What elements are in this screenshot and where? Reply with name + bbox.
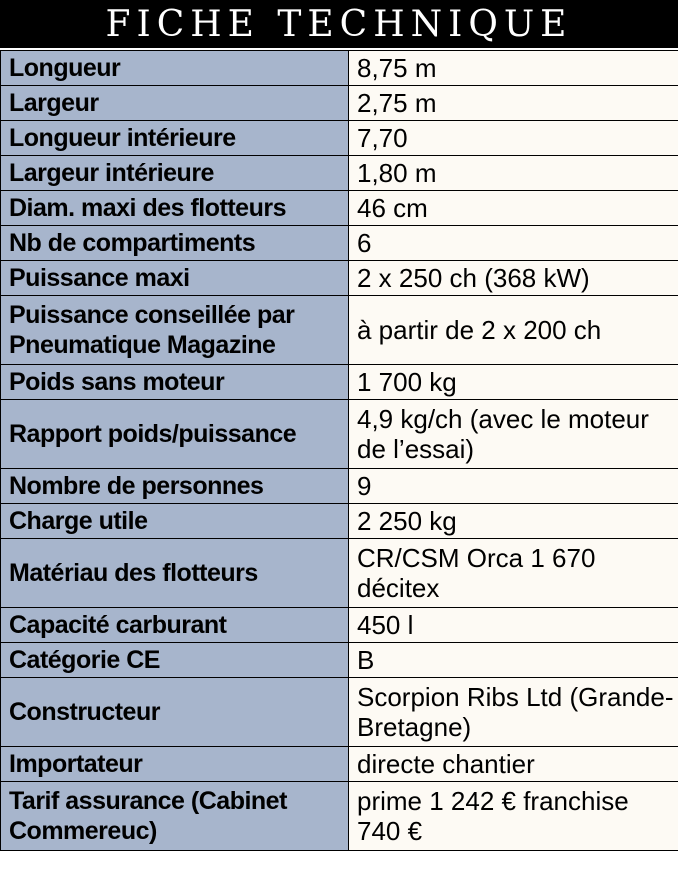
spec-value: 6 — [349, 226, 678, 261]
spec-value: 450 l — [349, 608, 678, 643]
spec-row-poids-sans-moteur — [1, 365, 678, 400]
spec-row-longueur-interieure — [1, 121, 678, 156]
spec-label: Nb de compartiments — [1, 226, 349, 261]
spec-row-tarif-assurance — [1, 782, 678, 851]
sheet-title: FICHE TECHNIQUE — [0, 0, 678, 48]
spec-value: 8,75 m — [349, 51, 678, 86]
spec-label: Largeur — [1, 86, 349, 121]
spec-value: 1 700 kg — [349, 365, 678, 400]
spec-row-categorie-ce — [1, 643, 678, 678]
spec-label: Largeur intérieure — [1, 156, 349, 191]
spec-label: Puissance conseillée par Pneumatique Magazine — [1, 296, 349, 365]
spec-value: 2 x 250 ch (368 kW) — [349, 261, 678, 296]
spec-value: Scorpion Ribs Ltd (Grande-Bretagne) — [349, 678, 678, 747]
spec-value: 7,70 — [349, 121, 678, 156]
spec-value: prime 1 242 € franchise 740 € — [349, 782, 678, 851]
spec-value: CR/CSM Orca 1 670 décitex — [349, 539, 678, 608]
spec-label: Constructeur — [1, 678, 349, 747]
spec-label: Tarif assurance (Cabinet Commereuc) — [1, 782, 349, 851]
spec-label: Charge utile — [1, 504, 349, 539]
spec-row-importateur — [1, 747, 678, 782]
spec-row-largeur-interieure — [1, 156, 678, 191]
spec-row-capacite-carburant — [1, 608, 678, 643]
spec-value: 1,80 m — [349, 156, 678, 191]
spec-value: directe chantier — [349, 747, 678, 782]
spec-row-charge-utile — [1, 504, 678, 539]
spec-label: Puissance maxi — [1, 261, 349, 296]
spec-row-puissance-maxi — [1, 261, 678, 296]
spec-row-constructeur — [1, 678, 678, 747]
spec-row-largeur — [1, 86, 678, 121]
spec-label: Matériau des flotteurs — [1, 539, 349, 608]
spec-value: 46 cm — [349, 191, 678, 226]
spec-label: Nombre de personnes — [1, 469, 349, 504]
spec-value: 2,75 m — [349, 86, 678, 121]
spec-row-materiau-flotteurs — [1, 539, 678, 608]
spec-row-rapport-poids-puissance — [1, 400, 678, 469]
spec-value: B — [349, 643, 678, 678]
spec-label: Rapport poids/puissance — [1, 400, 349, 469]
spec-row-diametre-flotteurs — [1, 191, 678, 226]
spec-table — [0, 50, 678, 851]
spec-value: 9 — [349, 469, 678, 504]
spec-row-puissance-conseillee — [1, 296, 678, 365]
spec-row-longueur — [1, 51, 678, 86]
spec-row-nombre-personnes — [1, 469, 678, 504]
spec-value: 2 250 kg — [349, 504, 678, 539]
spec-label: Importateur — [1, 747, 349, 782]
spec-label: Longueur — [1, 51, 349, 86]
spec-label: Capacité carburant — [1, 608, 349, 643]
spec-label: Diam. maxi des flotteurs — [1, 191, 349, 226]
spec-value: 4,9 kg/ch (avec le moteur de l’essai) — [349, 400, 678, 469]
spec-value: à partir de 2 x 200 ch — [349, 296, 678, 365]
spec-label: Poids sans moteur — [1, 365, 349, 400]
spec-row-compartiments — [1, 226, 678, 261]
spec-label: Catégorie CE — [1, 643, 349, 678]
spec-label: Longueur intérieure — [1, 121, 349, 156]
